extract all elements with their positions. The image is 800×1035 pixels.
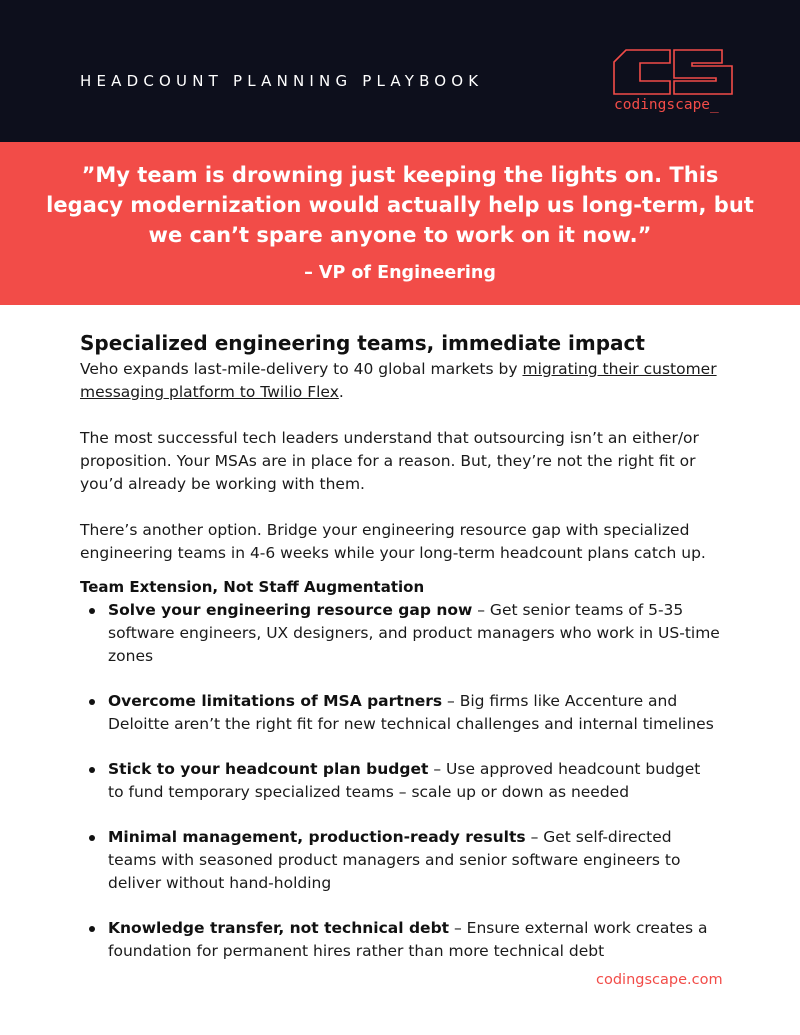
list-item-title: Solve your engineering resource gap now <box>108 601 473 619</box>
bullet-icon <box>89 835 95 841</box>
list-item <box>80 690 720 736</box>
body-paragraph-option: There’s another option. Bridge your engineering resource gap with specialized engineering teams in 4-6 weeks while your long-term headcount plans catch up. <box>80 521 706 562</box>
bullet-icon <box>89 767 95 773</box>
section-headline: Specialized engineering teams, immediate impact <box>80 331 645 355</box>
list-item-text: – Use approved headcount budget to fund temporary specialized teams – scale up or down as needed <box>108 760 701 801</box>
subsection-title: Team Extension, Not Staff Augmentation <box>80 578 425 596</box>
list-item <box>80 758 720 804</box>
list-item-title: Overcome limitations of MSA partners <box>108 692 443 710</box>
list-item-text: – Big firms like Accenture and Deloitte aren’t the right fit for new technical challenges and internal timelines <box>108 692 714 733</box>
pull-quote: ”My team is drowning just keeping the lights on. This legacy modernization would actually help us long-term, but we can’t spare anyone to work on it now.” <box>46 163 754 247</box>
logo-wordmark: codingscape_ <box>614 97 719 113</box>
main-content <box>80 328 740 565</box>
case-study-period: . <box>338 383 344 401</box>
list-item-text: – Get self-directed teams with seasoned product managers and senior software engineers to deliver without hand-holding <box>108 828 681 892</box>
list-item-title: Minimal management, production-ready results <box>108 828 526 846</box>
case-study-link[interactable]: migrating their customer messaging platform to Twilio Flex <box>80 360 717 401</box>
list-item <box>80 826 720 895</box>
document-title: HEADCOUNT PLANNING PLAYBOOK <box>80 72 484 90</box>
list-item <box>80 599 720 668</box>
codingscape-logo <box>612 48 734 120</box>
case-study-paragraph <box>80 358 740 404</box>
quote-attribution: – VP of Engineering <box>304 263 496 283</box>
header-bar <box>0 0 800 142</box>
list-item <box>80 917 720 963</box>
cs-logo-mark-icon <box>612 48 734 96</box>
quote-banner <box>0 142 800 305</box>
case-study-text: Veho expands last-mile-delivery to 40 global markets by <box>80 360 523 378</box>
list-item-title: Stick to your headcount plan budget <box>108 760 429 778</box>
bullet-icon <box>89 699 95 705</box>
benefits-list <box>80 599 720 963</box>
list-item-title: Knowledge transfer, not technical debt <box>108 919 450 937</box>
list-item-text: – Ensure external work creates a foundation for permanent hires rather than more technical debt <box>108 919 708 960</box>
list-item-text: – Get senior teams of 5-35 software engineers, UX designers, and product managers who work in US-time zones <box>108 601 720 665</box>
body-paragraph-outsourcing: The most successful tech leaders understand that outsourcing isn’t an either/or proposition. Your MSAs are in place for a reason. But, they’re not the right fit or you’d already be working with them. <box>80 429 699 493</box>
bullet-icon <box>89 926 95 932</box>
footer-website-link[interactable]: codingscape.com <box>596 972 723 988</box>
bullet-icon <box>89 608 95 614</box>
